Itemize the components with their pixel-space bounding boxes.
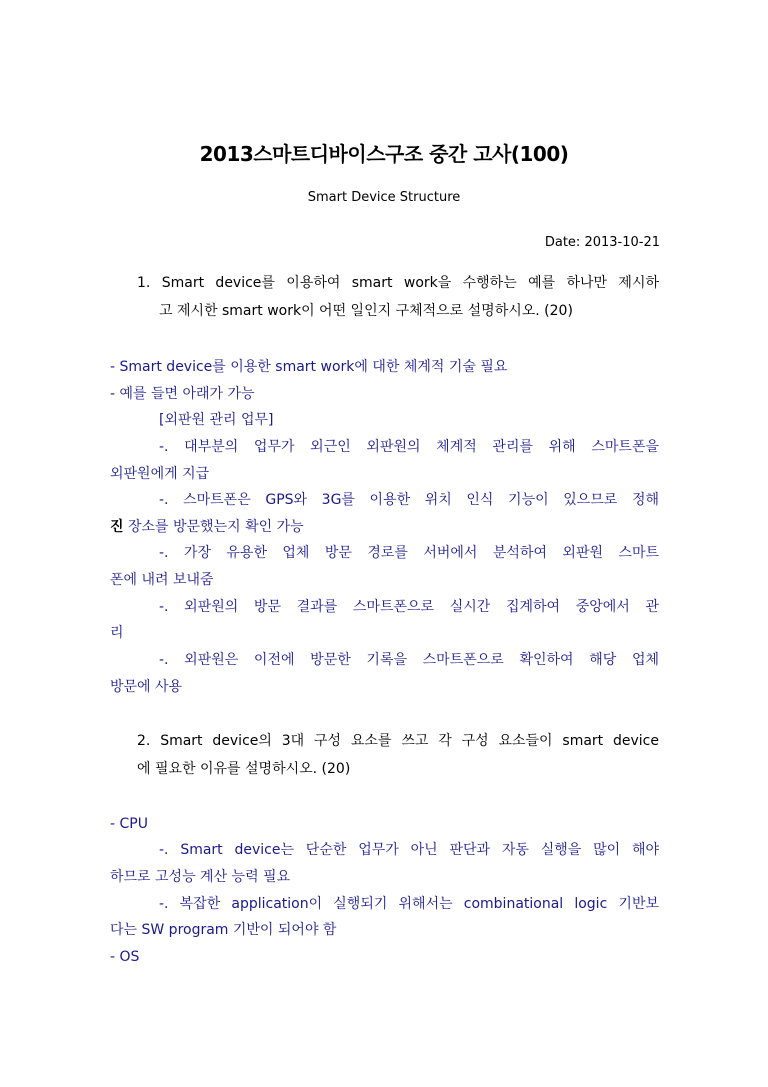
question-1-line-2: 고 제시한 smart work이 어떤 일인지 구체적으로 설명하시오. (20) <box>159 303 573 319</box>
answer-1-line-7-start: 진 <box>110 519 124 535</box>
answer-2-line-5: 다는 SW program 기반이 되어야 함 <box>110 922 337 938</box>
question-1-line-1: 1. Smart device를 이용하여 smart work을 수행하는 예를 하나만 제시하 <box>137 275 659 291</box>
answer-2-line-6: - OS <box>110 949 140 965</box>
answer-1-line-6: -. 스마트폰은 GPS와 3G를 이용한 위치 인식 기능이 있으므로 정해 <box>159 492 659 508</box>
answer-1-line-4: -. 대부분의 업무가 외근인 외판원의 체계적 관리를 위해 스마트폰을 <box>159 439 659 455</box>
answer-1-line-8: -. 가장 유용한 업체 방문 경로를 서버에서 분석하여 외판원 스마트 <box>159 545 659 561</box>
document-subtitle: Smart Device Structure <box>307 190 461 205</box>
answer-1-line-9: 폰에 내려 보내줌 <box>110 572 214 588</box>
answer-1-line-7-rest: 장소를 방문했는지 확인 가능 <box>123 519 304 535</box>
answer-1-line-3: [외판원 관리 업무] <box>159 412 274 428</box>
answer-1-line-12: -. 외판원은 이전에 방문한 기록을 스마트폰으로 확인하여 해당 업체 <box>159 652 659 668</box>
answer-2-line-3: 하므로 고성능 계산 능력 필요 <box>110 869 291 885</box>
answer-1-line-7 <box>110 517 304 537</box>
answer-1-line-2: - 예를 들면 아래가 가능 <box>110 386 255 402</box>
answer-1-line-5: 외판원에게 지급 <box>110 466 210 482</box>
answer-1-line-13: 방문에 사용 <box>110 679 183 695</box>
question-2-line-2: 에 필요한 이유를 설명하시오. (20) <box>137 761 351 777</box>
question-2-line-1: 2. Smart device의 3대 구성 요소를 쓰고 각 구성 요소들이 smart device <box>137 733 659 749</box>
answer-2-line-1: - CPU <box>110 816 148 832</box>
answer-1-line-10: -. 외판원의 방문 결과를 스마트폰으로 실시간 집계하여 중앙에서 관 <box>159 599 659 615</box>
document-title: 2013스마트디바이스구조 중간 고사(100) <box>199 142 569 166</box>
document-date: Date: 2013-10-21 <box>544 235 660 250</box>
answer-1-line-1: - Smart device를 이용한 smart work에 대한 체계적 기술 필요 <box>110 359 508 375</box>
answer-2-line-2: -. Smart device는 단순한 업무가 아닌 판단과 자동 실행을 많이 해야 <box>159 842 659 858</box>
answer-1-line-11: 리 <box>110 625 124 641</box>
answer-2-line-4: -. 복잡한 application이 실행되기 위해서는 combinational logic 기반보 <box>159 896 659 912</box>
